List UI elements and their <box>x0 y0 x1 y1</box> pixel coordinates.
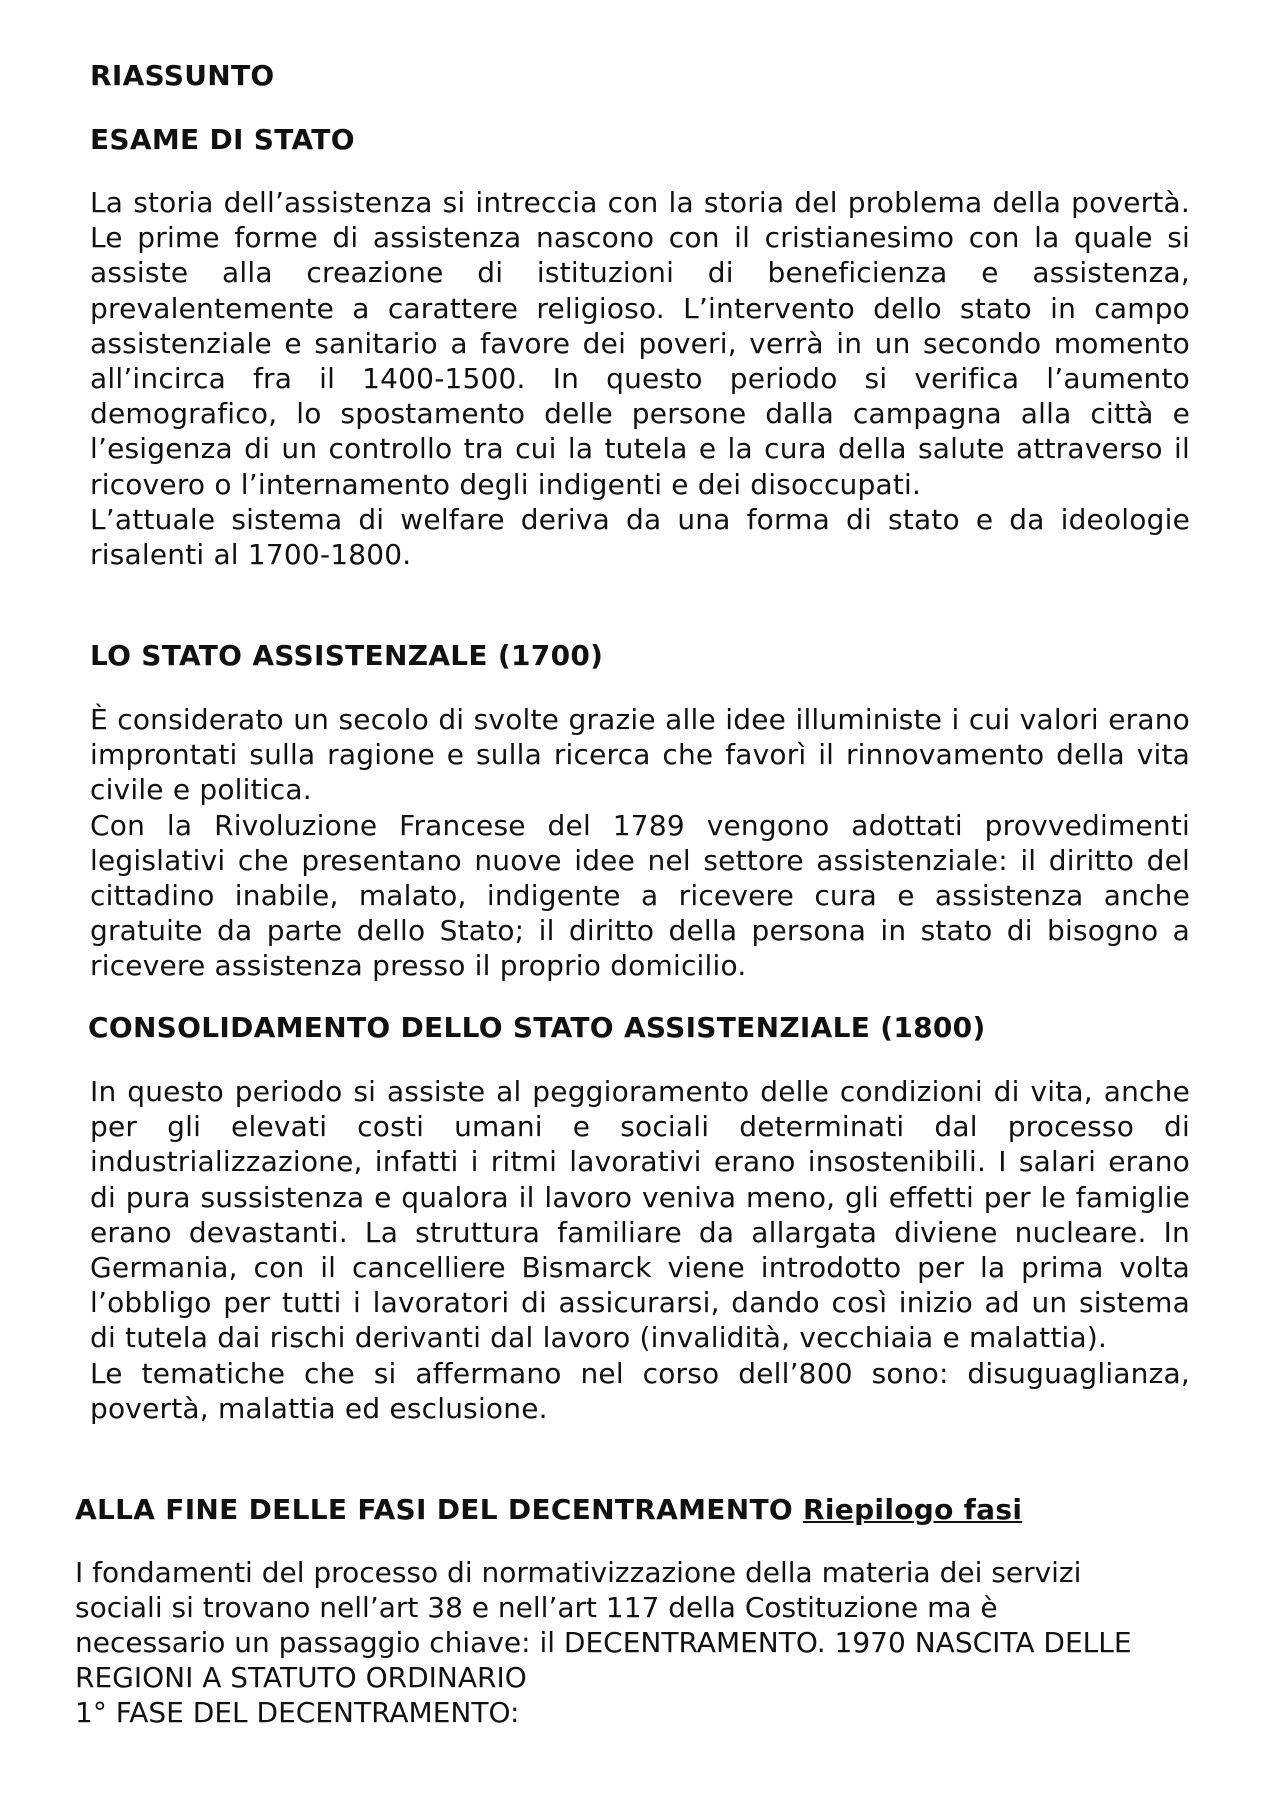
section-3-line: necessario un passaggio chiave: il DECENTRAMENTO. 1970 NASCITA DELLE <box>75 1626 1132 1659</box>
section-2-paragraph-1: In questo periodo si assiste al peggioramento delle condizioni di vita, anche per gli elevati costi umani e sociali determinati dal processo di industrializzazione, infatti i ritmi lavorativi erano insostenibili. I salari erano di pura sussistenza e qualora il lavoro veniva meno, gli effetti per le famiglie erano devastanti. La struttura familiare da allargata diviene nucleare. In Germania, con il cancelliere Bismarck viene introdotto per la prima volta l’obbligo per tutti i lavoratori di assicurarsi, dando così inizio ad un sistema di tutela dai rischi derivanti dal lavoro (invalidità, vecchiaia e malattia). <box>90 1075 1190 1355</box>
section-2-block <box>90 1074 1190 1426</box>
section-title-stato-assistenzale: LO STATO ASSISTENZALE (1700) <box>90 639 604 672</box>
intro-paragraph-1: La storia dell’assistenza si intreccia con la storia del problema della povertà. Le prime forme di assistenza nascono con il cristianesimo con la quale si assiste alla creazione di istituzioni di beneficienza e assistenza, prevalentemente a carattere religioso. L’intervento dello stato in campo assistenziale e sanitario a favore dei poveri, verrà in un secondo momento all’incirca fra il 1400-1500. In questo periodo si verifica l’aumento demografico, lo spostamento delle persone dalla campagna alla città e l’esigenza di un controllo tra cui la tutela e la cura della salute attraverso il ricovero o l’internamento degli indigenti e dei disoccupati. <box>90 186 1190 501</box>
section-3-line: 1° FASE DEL DECENTRAMENTO: <box>75 1696 520 1729</box>
document-title: RIASSUNTO <box>90 59 275 92</box>
intro-block <box>90 185 1190 572</box>
section-3-block <box>75 1555 1225 1730</box>
section-1-block <box>90 702 1190 984</box>
riepilogo-fasi-link[interactable]: Riepilogo fasi <box>803 1493 1023 1526</box>
section-title-decentramento <box>75 1492 1225 1528</box>
section-title-consolidamento: CONSOLIDAMENTO DELLO STATO ASSISTENZIALE (1800) <box>88 1011 986 1044</box>
document-subtitle: ESAME DI STATO <box>90 123 355 156</box>
section-3-line: sociali si trovano nell’art 38 e nell’art 117 della Costituzione ma è <box>75 1591 998 1624</box>
section-3-line: I fondamenti del processo di normativizzazione della materia dei servizi <box>75 1556 1082 1589</box>
section-1-paragraph-2: Con la Rivoluzione Francese del 1789 vengono adottati provvedimenti legislativi che presentano nuove idee nel settore assistenziale: il diritto del cittadino inabile, malato, indigente a ricevere cura e assistenza anche gratuite da parte dello Stato; il diritto della persona in stato di bisogno a ricevere assistenza presso il proprio domicilio. <box>90 808 1190 983</box>
intro-paragraph-2: L’attuale sistema di welfare deriva da una forma di stato e da ideologie risalenti al 1700-1800. <box>90 502 1190 572</box>
section-1-paragraph-1: È considerato un secolo di svolte grazie alle idee illuministe i cui valori erano improntati sulla ragione e sulla ricerca che favorì il rinnovamento della vita civile e politica. <box>90 703 1190 807</box>
section-2-paragraph-2: Le tematiche che si affermano nel corso dell’800 sono: disuguaglianza, povertà, malattia ed esclusione. <box>90 1356 1190 1425</box>
section-3-line: REGIONI A STATUTO ORDINARIO <box>75 1661 527 1694</box>
section-3-title-text: ALLA FINE DELLE FASI DEL DECENTRAMENTO <box>75 1493 793 1526</box>
